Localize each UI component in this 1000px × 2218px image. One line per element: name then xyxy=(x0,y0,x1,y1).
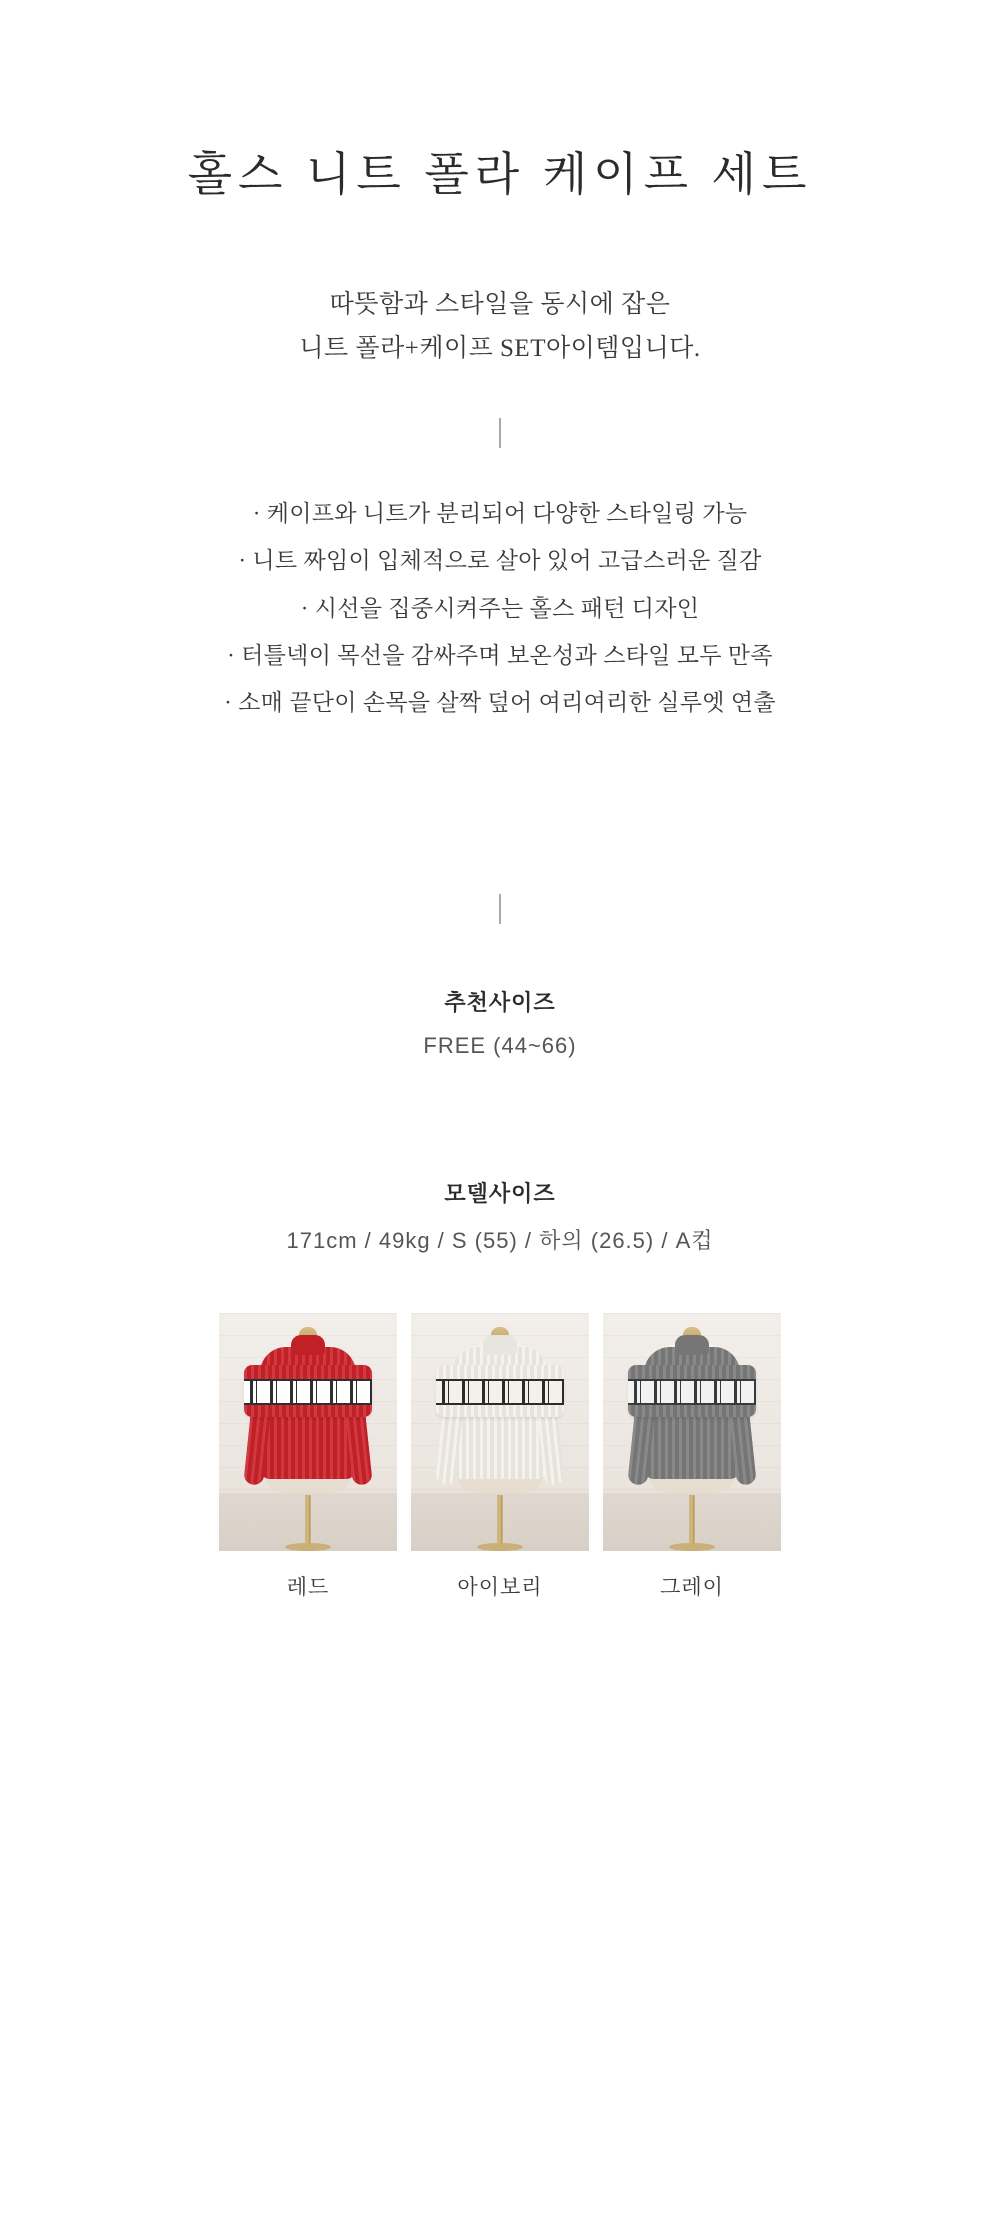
knit-cape xyxy=(244,1365,372,1417)
feature-item: · 니트 짜임이 입체적으로 살아 있어 고급스러운 질감 xyxy=(238,548,762,574)
feature-item: · 소매 끝단이 손목을 살짝 덮어 여리여리한 실루엣 연출 xyxy=(224,689,776,715)
mannequin-stand-base xyxy=(477,1543,523,1551)
knit-turtleneck-collar xyxy=(483,1335,517,1355)
product-photo xyxy=(219,1313,397,1551)
page-title: 홀스 니트 폴라 케이프 세트 xyxy=(187,149,813,200)
color-label: 그레이 xyxy=(660,1575,724,1599)
feature-list xyxy=(0,490,1000,726)
lead-line-1: 따뜻함과 스타일을 동시에 잡은 xyxy=(329,290,671,318)
model-size-heading: 모델사이즈 xyxy=(444,1181,556,1206)
recommended-size-section xyxy=(0,986,1000,1059)
mannequin-stand-pole xyxy=(690,1495,695,1547)
recommended-size-value: FREE (44~66) xyxy=(423,1033,577,1058)
horse-pattern-band xyxy=(244,1379,372,1405)
recommended-size-heading: 추천사이즈 xyxy=(444,990,556,1015)
divider-top xyxy=(499,418,501,448)
knit-cape xyxy=(628,1365,756,1417)
mannequin-stand-pole xyxy=(306,1495,311,1547)
feature-item: · 시선을 집중시켜주는 홀스 패턴 디자인 xyxy=(300,595,700,621)
mannequin-stand-base xyxy=(285,1543,331,1551)
product-photo xyxy=(603,1313,781,1551)
color-label: 아이보리 xyxy=(457,1575,543,1599)
lead-copy xyxy=(0,283,1000,371)
mannequin-stand-base xyxy=(669,1543,715,1551)
horse-pattern-band xyxy=(628,1379,756,1405)
color-option-ivory[interactable] xyxy=(411,1313,589,1601)
knit-cape xyxy=(436,1365,564,1417)
title-block xyxy=(0,0,1000,205)
color-option-red[interactable] xyxy=(219,1313,397,1601)
lead-line-2: 니트 폴라+케이프 SET아이템입니다. xyxy=(299,334,701,362)
knit-turtleneck-collar xyxy=(291,1335,325,1355)
color-option-list xyxy=(0,1313,1000,1601)
model-size-value: 171cm / 49kg / S (55) / 하의 (26.5) / A컵 xyxy=(286,1228,714,1253)
model-size-section xyxy=(0,1177,1000,1255)
horse-pattern-band xyxy=(436,1379,564,1405)
mannequin-stand-pole xyxy=(498,1495,503,1547)
color-option-gray[interactable] xyxy=(603,1313,781,1601)
color-label: 레드 xyxy=(286,1575,330,1599)
divider-bottom xyxy=(499,894,501,924)
feature-item: · 터틀넥이 목선을 감싸주며 보온성과 스타일 모두 만족 xyxy=(227,642,773,668)
product-photo xyxy=(411,1313,589,1551)
feature-item: · 케이프와 니트가 분리되어 다양한 스타일링 가능 xyxy=(252,501,748,527)
knit-turtleneck-collar xyxy=(675,1335,709,1355)
